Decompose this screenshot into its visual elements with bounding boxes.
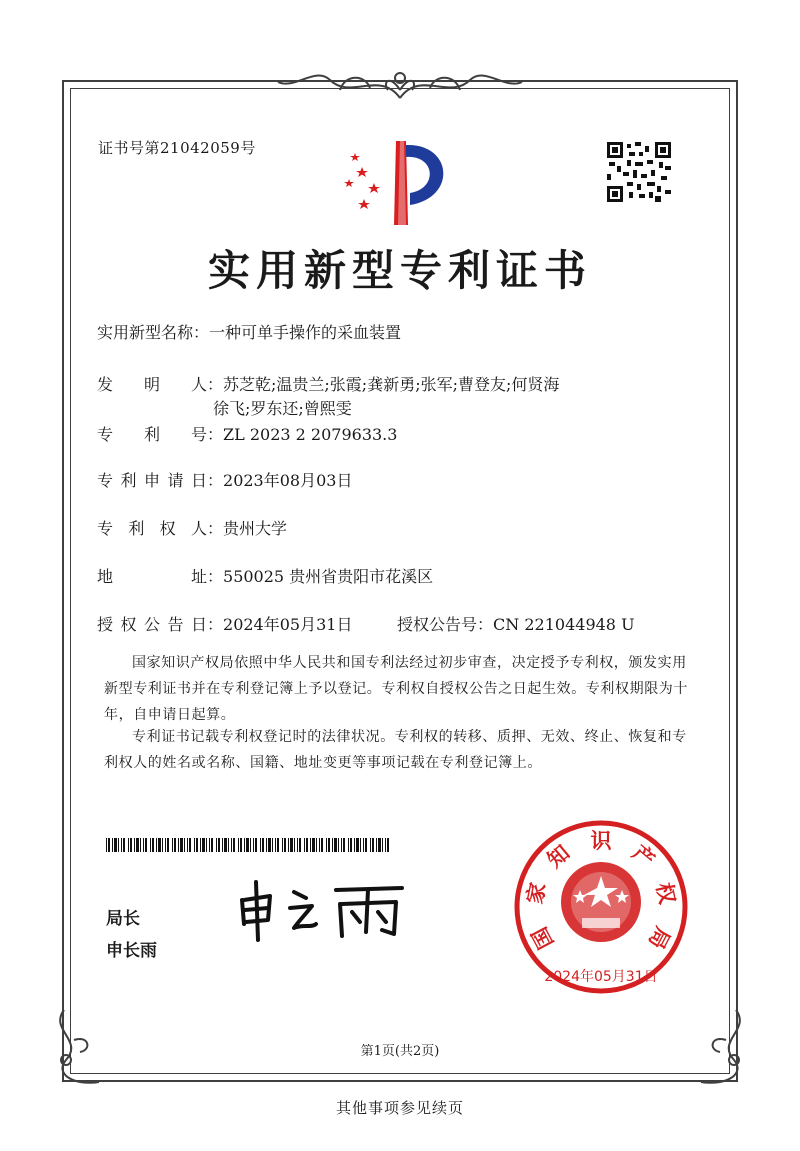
seal-character: 局	[643, 923, 675, 953]
seal-character: 国	[527, 923, 559, 953]
seal-character: 权	[651, 880, 680, 907]
field-separator: ：	[207, 471, 224, 490]
field-value: ZL 2023 2 2079633.3	[223, 425, 398, 444]
field-value: 2023年08月03日	[223, 471, 353, 490]
seal-character: 产	[627, 840, 660, 873]
field-separator: ：	[193, 323, 210, 342]
field-separator: ：	[207, 425, 224, 444]
seal-character: 识	[590, 829, 612, 853]
seal-date: 2024年05月31日	[544, 969, 658, 985]
certificate-title: 实用新型专利证书	[207, 246, 592, 295]
field-patentee	[97, 516, 287, 539]
field-value: 贵州大学	[223, 519, 288, 538]
field-value: 一种可单手操作的采血装置	[209, 323, 402, 342]
field-separator: ：	[207, 567, 224, 586]
field-label: 授 权 公 告 日	[97, 615, 207, 634]
field-label: 授权公告号	[397, 615, 478, 634]
field-label: 地 址	[97, 567, 207, 586]
signatory-name: 申长雨	[106, 941, 157, 961]
field-separator: ：	[477, 615, 494, 634]
page-indicator: 第1页(共2页)	[360, 1044, 440, 1059]
field-value: CN 221044948 U	[493, 615, 635, 634]
field-separator: ：	[207, 615, 224, 634]
field-utility-model-name	[97, 320, 401, 343]
field-grant-announcement-number	[397, 612, 635, 635]
top-ornament-icon	[270, 60, 530, 104]
seal-character: 知	[542, 840, 575, 873]
field-inventors-continued: 徐飞;罗东还;曾熙雯	[213, 399, 352, 418]
field-label: 专 利 申 请 日	[97, 471, 207, 490]
field-value: 2024年05月31日	[223, 615, 353, 634]
field-patent-number	[97, 422, 397, 445]
barcode-icon	[106, 838, 392, 852]
cnipa-logo-icon	[340, 135, 458, 227]
field-address	[97, 564, 433, 587]
handwritten-signature-icon	[232, 872, 412, 942]
certificate-number: 证书号第21042059号	[98, 139, 256, 157]
field-value: 苏芝乾;温贵兰;张霞;龚新勇;张军;曹登友;何贤海	[223, 375, 560, 394]
field-grant-announcement-date	[97, 612, 352, 635]
field-label: 专 利 号	[97, 425, 207, 444]
qr-code-icon	[607, 142, 671, 202]
field-label: 专 利 权 人	[97, 519, 207, 538]
legal-status-paragraph: 专利证书记载专利权登记时的法律状况。专利权的转移、质押、无效、终止、恢复和专利权人的姓名或名称、国籍、地址变更等事项记载在专利登记簿上。	[104, 729, 687, 771]
field-inventors	[97, 372, 559, 395]
field-application-date	[97, 468, 352, 491]
continued-note: 其他事项参见续页	[335, 1099, 464, 1117]
field-label: 发 明 人	[97, 375, 207, 394]
field-value: 550025 贵州省贵阳市花溪区	[223, 567, 434, 586]
signatory-role: 局长	[106, 909, 140, 929]
seal-character: 家	[522, 880, 551, 907]
field-label: 实用新型名称	[97, 323, 194, 342]
field-separator: ：	[207, 375, 224, 394]
field-separator: ：	[207, 519, 224, 538]
grant-statement-paragraph: 国家知识产权局依照中华人民共和国专利法经过初步审查，决定授予专利权，颁发实用新型专利证书并在专利登记簿上予以登记。专利权自授权公告之日起生效。专利权期限为十年，自申请日起算。	[104, 655, 688, 723]
